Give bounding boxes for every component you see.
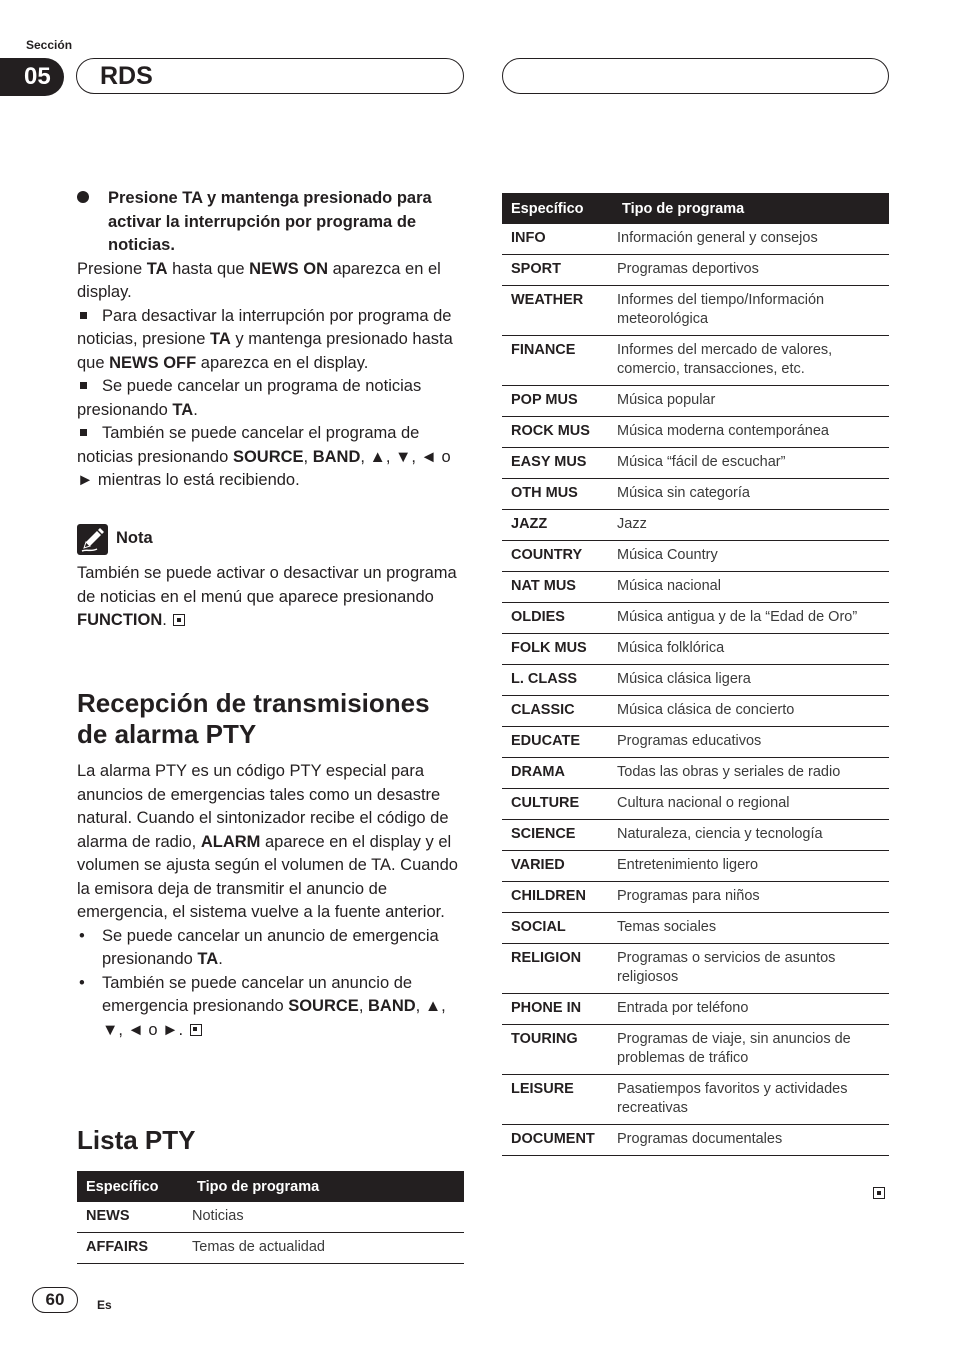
pty-description: Música “fácil de escuchar” [608,448,889,479]
pty-description: Pasatiempos favoritos y actividades recreativas [608,1075,889,1125]
pty-description: Todas las obras y seriales de radio [608,758,889,789]
pty-description: Programas educativos [608,727,889,758]
pty-code: POP MUS [502,386,608,417]
nota-label: Nota [116,529,153,547]
table-row [502,417,889,448]
pty-code: FOLK MUS [502,634,608,665]
end-mark-icon [190,1024,202,1036]
table-row [502,386,889,417]
pty-code: DRAMA [502,758,608,789]
pty-code: L. CLASS [502,665,608,696]
column-header-code: Específico [77,1171,183,1202]
table-row [502,1025,889,1075]
table-row [502,286,889,336]
pty-description: Música clásica ligera [608,665,889,696]
table-row [502,913,889,944]
pty-description: Programas de viaje, sin anuncios de problemas de tráfico [608,1025,889,1075]
news-block [77,187,464,493]
news-lead: Presione TA y mantenga presionado para activar la interrupción por programa de noticias. [77,187,464,258]
pty-code: PHONE IN [502,994,608,1025]
square-bullet-icon [80,429,87,436]
table-row [502,224,889,255]
pty-description: Informes del tiempo/Información meteorológica [608,286,889,336]
news-note-1: Para desactivar la interrupción por programa de noticias, presione TA y mantenga presionado hasta que NEWS OFF aparezca en el display. [77,306,453,372]
table-row [502,255,889,286]
table-row [502,336,889,386]
pty-code: SCIENCE [502,820,608,851]
pty-description: Temas sociales [608,913,889,944]
pty-description: Música nacional [608,572,889,603]
table-row [502,820,889,851]
pencil-note-icon [77,524,108,555]
pty-description: Música Country [608,541,889,572]
pty-description: Música antigua y de la “Edad de Oro” [608,603,889,634]
pty-description: Música popular [608,386,889,417]
table-row [502,665,889,696]
table-row [502,541,889,572]
pty-code: OLDIES [502,603,608,634]
table-row [502,448,889,479]
pty-code: WEATHER [502,286,608,336]
pty-description: Naturaleza, ciencia y tecnología [608,820,889,851]
pty-code: ROCK MUS [502,417,608,448]
column-header-code: Específico [502,193,608,224]
table-row [502,479,889,510]
table-row [77,1202,464,1233]
table-row [502,882,889,913]
pty-code: JAZZ [502,510,608,541]
pty-code: VARIED [502,851,608,882]
page-number: 60 [32,1287,78,1313]
pty-description: Temas de actualidad [183,1233,464,1264]
table-row [502,994,889,1025]
end-mark-icon [173,614,185,626]
pty-description: Música moderna contemporánea [608,417,889,448]
pty-description: Programas para niños [608,882,889,913]
pty-code: FINANCE [502,336,608,386]
alarm-bullet-1: • Se puede cancelar un anuncio de emergencia presionando TA. [79,926,439,968]
pty-table-right [502,193,889,1156]
pty-code: NAT MUS [502,572,608,603]
bullet-dot-icon [77,191,89,203]
end-mark-icon [871,1185,885,1203]
table-row [502,1075,889,1125]
pty-code: TOURING [502,1025,608,1075]
table-row [502,510,889,541]
news-note-3: También se puede cancelar el programa de noticias presionando SOURCE, BAND, ▲, ▼, ◄ o ► mientras lo está recibiendo. [77,424,451,489]
column-header-type: Tipo de programa [183,1171,464,1202]
alarm-paragraph: La alarma PTY es un código PTY especial para anuncios de emergencias tales como un desastre natural. Cuando el sintonizador recibe el código de alarma de radio, ALARM aparece en el display y el volumen se ajusta según el volumen de TA. Cuando la emisora deja de transmitir el anuncio de emergencia, el sistema vuelve a la fuente anterior. [77,762,458,921]
section-label: Sección [26,38,73,52]
pty-code: CULTURE [502,789,608,820]
table-row [502,944,889,994]
pty-description: Noticias [183,1202,464,1233]
table-header-row [502,193,889,224]
table-row [502,1125,889,1156]
news-paragraph: Presione TA hasta que NEWS ON aparezca en el display. [77,259,441,301]
table-header-row [77,1171,464,1202]
lista-heading: Lista PTY [77,1125,196,1155]
pty-description: Informes del mercado de valores, comercio, transacciones, etc. [608,336,889,386]
table-row [502,634,889,665]
pty-table-left [77,1171,464,1264]
table-row [502,789,889,820]
pty-code: EASY MUS [502,448,608,479]
table-row [77,1233,464,1264]
pty-code: RELIGION [502,944,608,994]
table-row [502,572,889,603]
table-row [502,727,889,758]
pty-description: Música clásica de concierto [608,696,889,727]
pty-code: LEISURE [502,1075,608,1125]
column-header-type: Tipo de programa [608,193,889,224]
pty-description: Entrada por teléfono [608,994,889,1025]
pty-code: DOCUMENT [502,1125,608,1156]
table-row [502,851,889,882]
pty-description: Jazz [608,510,889,541]
bullet-dot-icon: • [79,926,85,945]
pty-description: Entretenimiento ligero [608,851,889,882]
nota-text: También se puede activar o desactivar un programa de noticias en el menú que aparece presionando FUNCTION. [77,564,457,629]
square-bullet-icon [80,312,87,319]
section-number-badge: 05 [0,58,64,96]
pty-code: NEWS [77,1202,183,1233]
bullet-dot-icon: • [79,973,85,992]
pty-description: Música folklórica [608,634,889,665]
news-note-2: Se puede cancelar un programa de noticias presionando TA. [77,377,422,419]
table-row [502,603,889,634]
alarm-body [77,760,464,1042]
pty-description: Información general y consejos [608,224,889,255]
title-frame-right [502,58,889,94]
pty-code: AFFAIRS [77,1233,183,1264]
pty-description: Programas o servicios de asuntos religiosos [608,944,889,994]
table-row [502,758,889,789]
pty-description: Programas documentales [608,1125,889,1156]
pty-description: Música sin categoría [608,479,889,510]
alarm-bullet-2: • También se puede cancelar un anuncio de emergencia presionando SOURCE, BAND, ▲, ▼, ◄ o ►. [79,973,446,1039]
pty-description: Cultura nacional o regional [608,789,889,820]
pty-description: Programas deportivos [608,255,889,286]
chapter-title: RDS [100,62,153,90]
pty-code: COUNTRY [502,541,608,572]
pty-code: SOCIAL [502,913,608,944]
pty-code: INFO [502,224,608,255]
table-row [502,696,889,727]
alarm-heading: Recepción de transmisiones de alarma PTY [77,688,430,749]
pty-code: CHILDREN [502,882,608,913]
pty-code: SPORT [502,255,608,286]
pty-code: OTH MUS [502,479,608,510]
pty-code: CLASSIC [502,696,608,727]
pty-code: EDUCATE [502,727,608,758]
language-code: Es [97,1298,112,1312]
square-bullet-icon [80,382,87,389]
